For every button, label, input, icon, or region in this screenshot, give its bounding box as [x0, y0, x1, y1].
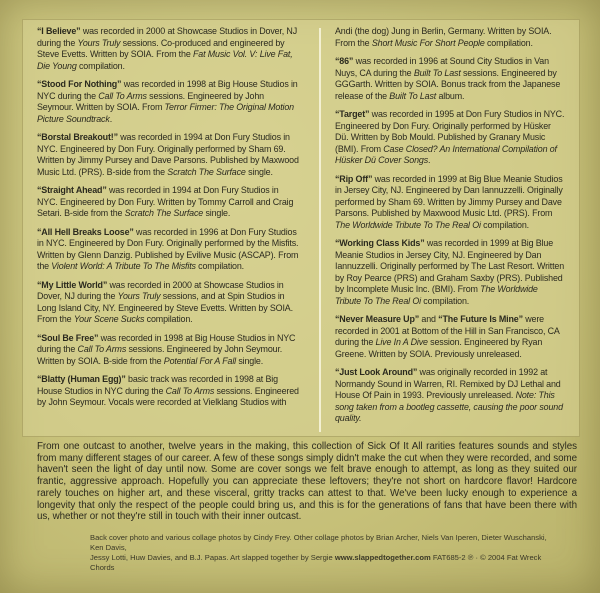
- track-note: “Soul Be Free” was recorded in 1998 at Big House Studios in NYC during the Call To Arms sessions. Engineered by John Seymour. Written by SOIA. B-side from the Potential For A Fall single.: [37, 332, 296, 366]
- track-note: “Never Measure Up” and “The Future Is Mine” were recorded in 2001 at Bottom of the Hill in San Francisco, CA during the Live In A Dive session. Engineered by Ryan Greene. Written by SOIA. Previously unreleased.: [335, 314, 560, 359]
- intro-paragraph: From one outcast to another, twelve years in the making, this collection of Sick Of It All rarities features sounds and styles from many different stages of our career. A few of these songs simply didn't make the cut when they were recorded, and some haven't seen the light of day until now. Some are cover songs we felt brave enough to attempt, as long as they suited our frantic, aggressive approach. Hopefully you can appreciate these leftovers; they're not short on hardcore flavor! Hardcore rarely touches on higher art, and these visceral, gritty tracks can attest to that. We've been lucky enough to experience a longevity that only the respect of the people could bring us, and this is for the generations of fans that have been there with us, whether or not they're still in touch with their inner outcast.: [37, 441, 577, 523]
- track-note: “All Hell Breaks Loose” was recorded in 1996 at Don Fury Studios in NYC. Engineered by Don Fury. Originally performed by the Misfits. Written by Glenn Danzig. Published by Evilive Music (ASCAP). From the Violent World: A Tribute To The Misfits compilation.: [37, 226, 299, 271]
- track-note: “Just Look Around” was originally recorded in 1992 at Normandy Sound in Warren, RI. Remixed by DJ Lethal and House Of Pain in 1993. Previously unreleased. Note: This song taken from a bootleg cassette, causing the poor sound quality.: [335, 367, 563, 423]
- track-note: “I Believe” was recorded in 2000 at Showcase Studios in Dover, NJ during the Yours Truly sessions. Co-produced and engineered by Steve Evetts. Written by SOIA. From the Fat Music Vol. V: Live Fat, Die Young compilation.: [37, 26, 298, 71]
- track-note: “Working Class Kids” was recorded in 1999 at Big Blue Meanie Studios in Jersey City, NJ. Engineered by Dan Iannuzzelli. Originally performed by The Last Resort. Written by Roy Pearce (PRS) and Graham Saxby (PRS). Published by Incomplete Music Inc. (BMI). From The Worldwide Tribute To The Real Oi compilation.: [335, 238, 565, 306]
- track-note: “Straight Ahead” was recorded in 1994 at Don Fury Studios in NYC. Engineered by Don Fury. Written by Tommy Carroll and Craig Setari. B-side from the Scratch The Surface single.: [37, 185, 294, 218]
- website-link[interactable]: www.slappedtogether.com: [334, 553, 431, 562]
- track-note: “Blatty (Human Egg)” basic track was recorded in 1998 at Big House Studios in NYC during the Call To Arms sessions. Engineered by John Seymour. Vocals were recorded at Vielklang Studios with: [37, 374, 299, 407]
- credits-line: Jessy Lotti, Huw Davies, and B.J. Papas. Art slapped together by Sergie www.slappedtogether.com FAT685-2 ℗ · © 2004 Fat Wreck Chords: [90, 553, 542, 572]
- left-column: [37, 26, 299, 416]
- track-note: “Rip Off” was recorded in 1999 at Big Blue Meanie Studios in Jersey City, NJ. Engineered by Dan Iannuzzelli. Originally performed by Sham 69. Written by Jimmy Pursey and Dave Parsons. Published by Maxwood Music Ltd. (PRS). From The Worldwide Tribute To The Real Oi compilation.: [335, 173, 563, 230]
- track-note: Andi (the dog) Jung in Berlin, Germany. Written by SOIA. From the Short Music For Short People compilation.: [335, 26, 552, 48]
- right-column: [335, 26, 566, 432]
- track-note: “Target” was recorded in 1995 at Don Fury Studios in NYC. Engineered by Don Fury. Originally performed by Hüsker Dü. Written by Bob Mould. Published by Granary Music (BMI). From Case Closed? An International Compilation of Hüsker Dü Cover Songs.: [335, 109, 565, 165]
- track-note: “Borstal Breakout!” was recorded in 1994 at Don Fury Studios in NYC. Engineered by Don Fury. Originally performed by Sham 69. Written by Jimmy Pursey and Dave Parsons. Published by Maxwood Music Ltd. (PRS). B-side from the Scratch The Surface single.: [37, 132, 299, 177]
- track-note: “Stood For Nothing” was recorded in 1998 at Big House Studios in NYC during the Call To Arms sessions. Engineered by John Seymour. Written by SOIA. From Terror Firmer: The Original Motion Picture Soundtrack.: [37, 79, 298, 124]
- credits-line: Back cover photo and various collage photos by Cindy Frey. Other collage photos by Brian Archer, Niels Van Iperen, Dieter Wuschanski, Ken Davis,: [90, 533, 547, 552]
- track-note: “86” was recorded in 1996 at Sound City Studios in Van Nuys, CA during the Built To Last sessions. Engineered by GGGarth. Written by SOIA. Bonus track from the Japanese release of the Built To Last album.: [335, 56, 561, 101]
- photo-credits: [90, 533, 560, 573]
- track-note: “My Little World” was recorded in 2000 at Showcase Studios in Dover, NJ during the Yours Truly sessions, and at Spin Studios in Long Island City, NY. Engineered by Steve Evetts. Written by SOIA. From the Your Scene Sucks compilation.: [37, 279, 293, 324]
- column-divider: [319, 28, 321, 432]
